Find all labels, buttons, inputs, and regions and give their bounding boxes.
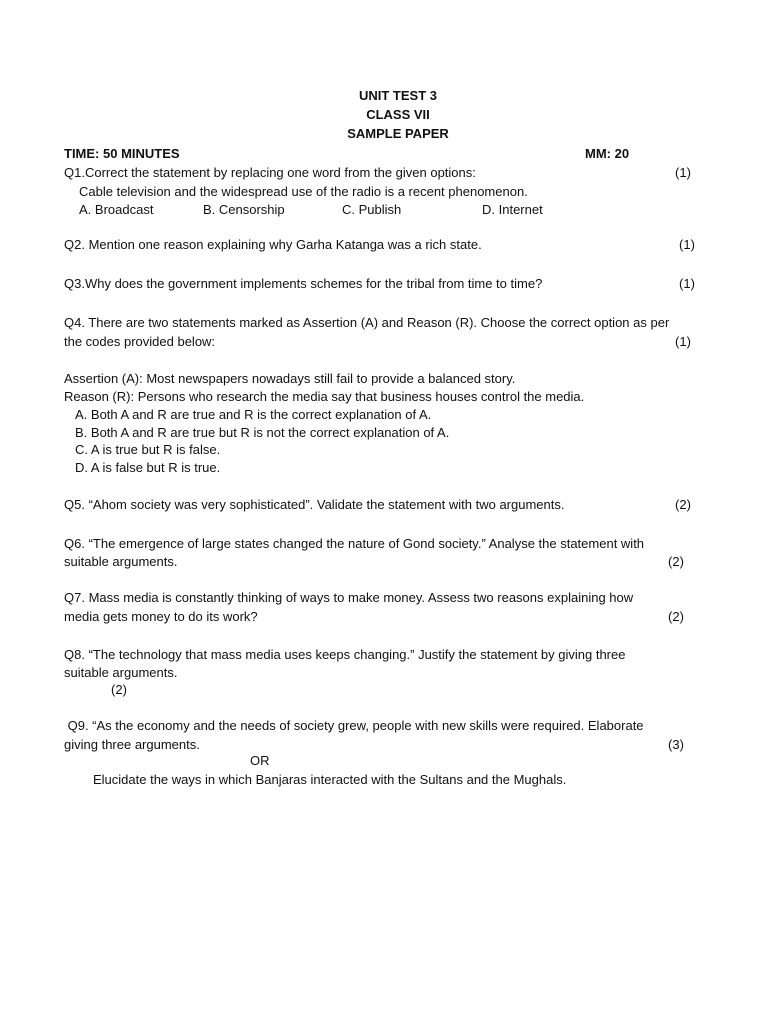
max-marks-label: MM: 20 [585,146,630,161]
q1-option-b: B. Censorship [203,202,285,217]
q1-option-c: C. Publish [342,202,402,217]
q5-marks: (2) [675,497,691,512]
q1-option-d: D. Internet [482,202,543,217]
title: UNIT TEST 3 [358,88,437,103]
q8-marks: (2) [111,682,127,697]
q7-marks: (2) [668,609,684,624]
q9-or: OR [250,753,270,768]
q9-alternative: Elucidate the ways in which Banjaras interacted with the Sultans and the Mughals. [93,772,567,787]
q7-line1: Q7. Mass media is constantly thinking of ways to make money. Assess two reasons explaining how [64,590,634,605]
time-label: TIME: 50 MINUTES [64,146,180,161]
q3-text: Q3.Why does the government implements schemes for the tribal from time to time? [64,276,543,291]
q7-line2: media gets money to do its work? [64,609,258,624]
paper-label: SAMPLE PAPER [347,126,449,141]
q5-text: Q5. “Ahom society was very sophisticated”. Validate the statement with two arguments. [64,497,565,512]
q4-marks: (1) [675,334,691,349]
q4-option-b: B. Both A and R are true but R is not the correct explanation of A. [75,425,450,440]
q4-line2: the codes provided below: [64,334,216,349]
q4-assertion: Assertion (A): Most newspapers nowadays still fail to provide a balanced story. [64,371,516,386]
q8-line2: suitable arguments. [64,665,178,680]
q6-marks: (2) [668,554,684,569]
q1-option-a: A. Broadcast [79,202,154,217]
q4-line1: Q4. There are two statements marked as Assertion (A) and Reason (R). Choose the correct option as per [64,315,670,330]
q3-marks: (1) [679,276,695,291]
q4-reason: Reason (R): Persons who research the media say that business houses control the media. [64,389,585,404]
q1-marks: (1) [675,165,691,180]
q2-marks: (1) [679,237,695,252]
q4-option-a: A. Both A and R are true and R is the correct explanation of A. [75,407,432,422]
q6-line2: suitable arguments. [64,554,178,569]
q9-marks: (3) [668,737,684,752]
q4-option-c: C. A is true but R is false. [75,442,221,457]
q4-option-d: D. A is false but R is true. [75,460,221,475]
q1-text: Q1.Correct the statement by replacing one word from the given options: [64,165,476,180]
q9-line1: Q9. “As the economy and the needs of society grew, people with new skills were required. Elaborate [64,718,644,733]
q9-line2: giving three arguments. [64,737,200,752]
q6-line1: Q6. “The emergence of large states changed the nature of Gond society.” Analyse the statement with [64,536,645,551]
q1-statement: Cable television and the widespread use of the radio is a recent phenomenon. [79,184,528,199]
q8-line1: Q8. “The technology that mass media uses keeps changing.” Justify the statement by giving three [64,647,626,662]
q2-text: Q2. Mention one reason explaining why Garha Katanga was a rich state. [64,237,482,252]
class-label: CLASS VII [366,107,430,122]
